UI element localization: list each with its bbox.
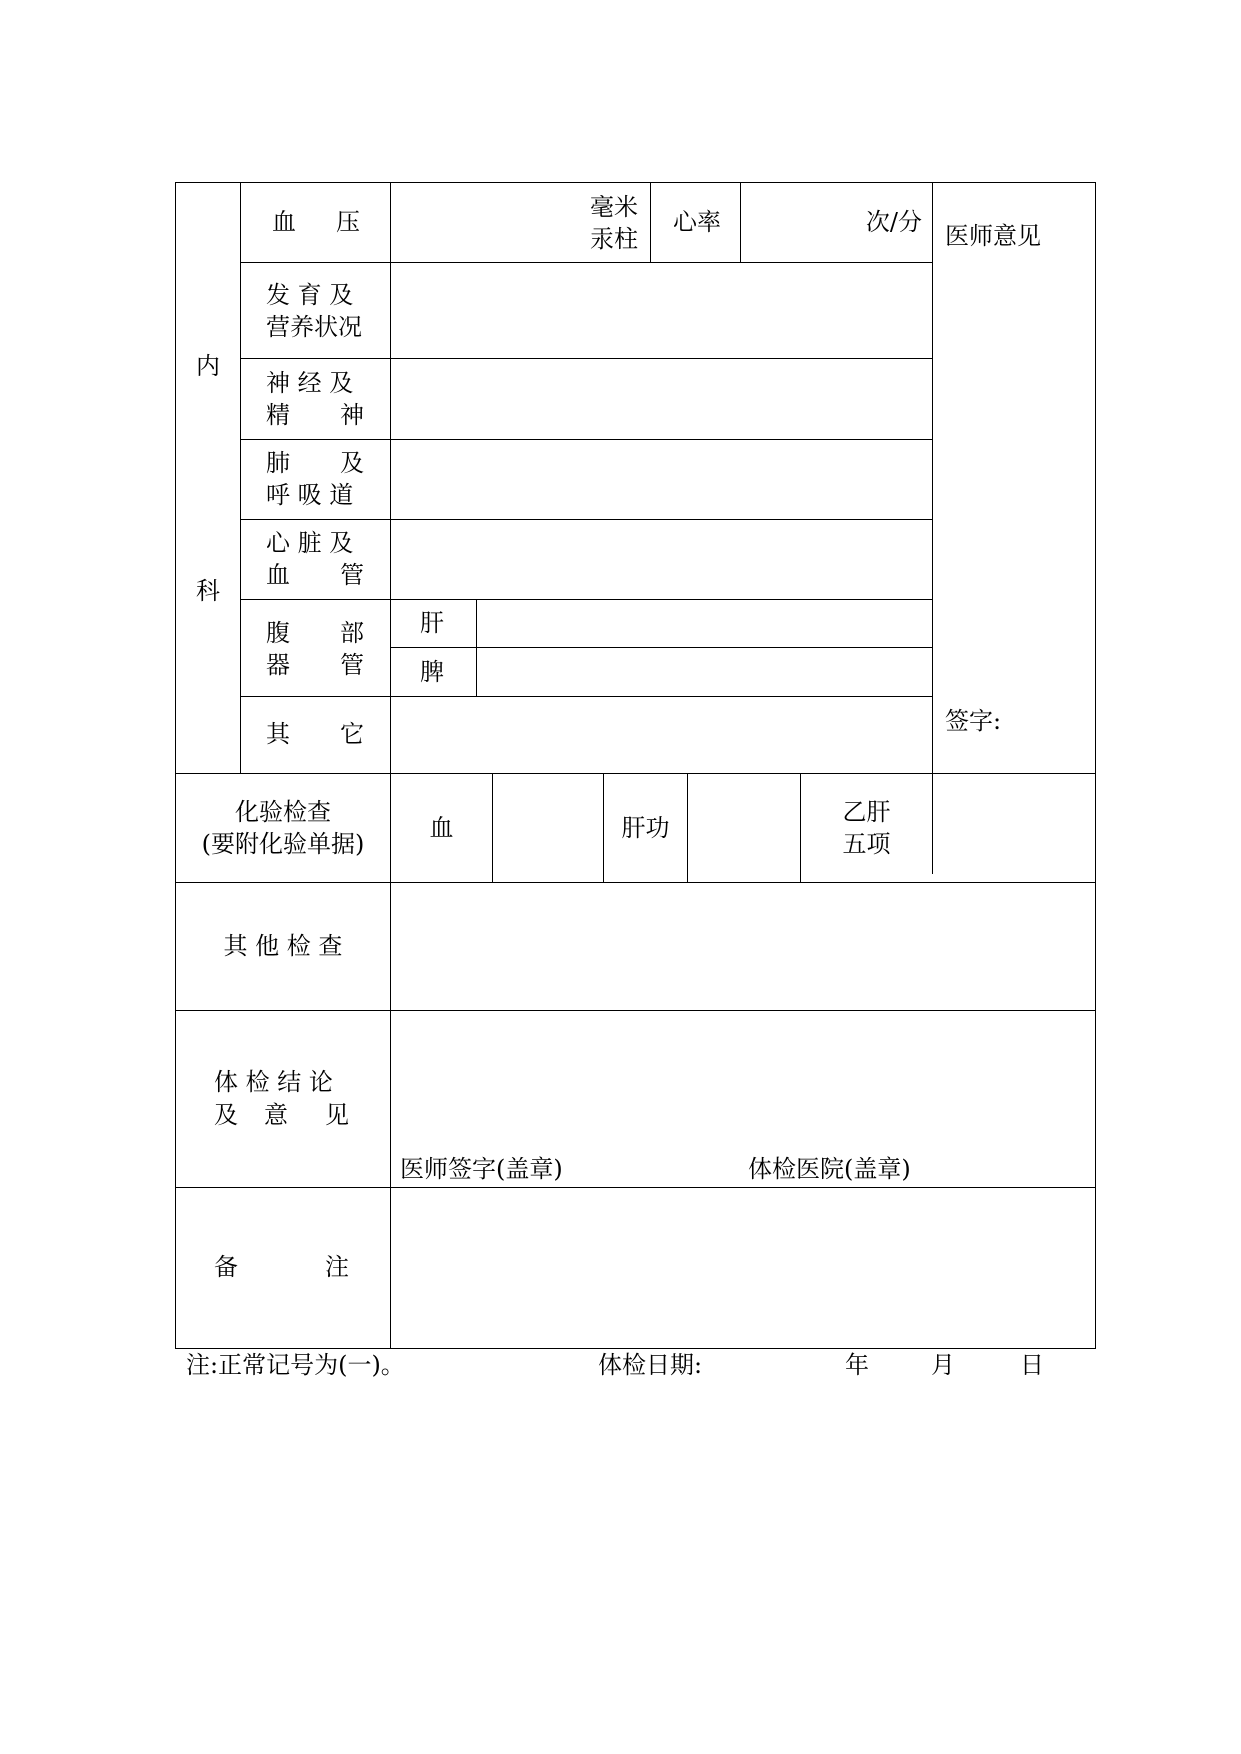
exam-date-label: 体检日期:	[598, 1351, 703, 1379]
heart-rate-label: 心率	[673, 208, 721, 236]
hospital-stamp-label: 体检医院(盖章)	[748, 1155, 911, 1183]
row-divider	[240, 262, 933, 263]
lab-tests-label-1: 化验检查	[235, 798, 331, 826]
liver-function-label: 肝功	[621, 814, 670, 842]
other-exams-label: 其 他 检 查	[223, 932, 343, 960]
nervous-label-2b: 神	[340, 401, 364, 429]
lungs-label-2: 呼 吸 道	[266, 481, 354, 509]
col-divider	[476, 599, 477, 697]
row-divider	[240, 358, 933, 359]
col-divider	[932, 182, 933, 874]
liver-field[interactable]	[478, 601, 930, 646]
abdomen-label-1b: 部	[340, 619, 364, 647]
conclusion-label-2a: 及	[214, 1101, 238, 1129]
conclusion-label-2c: 见	[325, 1101, 349, 1129]
development-field[interactable]	[392, 264, 930, 357]
liver-label: 肝	[420, 609, 444, 637]
nervous-label-1: 神 经 及	[266, 369, 354, 397]
conclusion-label-1: 体 检 结 论	[214, 1068, 333, 1096]
heart-label-2b: 管	[340, 561, 364, 589]
table-border-right	[1095, 182, 1096, 1349]
hepatitis-b-field[interactable]	[934, 775, 1094, 881]
table-border-top	[175, 182, 1096, 183]
col-divider	[390, 182, 391, 1349]
abdomen-label-2a: 器	[266, 651, 290, 679]
row-divider	[240, 696, 933, 697]
spleen-field[interactable]	[478, 649, 930, 695]
hepatitis-b-label-2: 五项	[842, 830, 891, 858]
col-divider	[687, 773, 688, 883]
remarks-label-a: 备	[214, 1253, 238, 1281]
conclusion-label-2b: 意	[264, 1101, 288, 1129]
doctor-signature-label: 医师签字(盖章)	[400, 1155, 563, 1183]
row-divider	[240, 599, 933, 600]
blood-test-label: 血	[429, 814, 454, 842]
other-label-a: 其	[266, 720, 290, 748]
development-label-2: 营养状况	[266, 313, 362, 341]
section-divider	[175, 1010, 1096, 1011]
lungs-label-1b: 及	[340, 449, 364, 477]
section-divider	[175, 882, 1096, 883]
exam-date-year: 年	[845, 1351, 869, 1379]
blood-pressure-label-2: 压	[336, 208, 360, 236]
blood-pressure-unit-1: 毫米	[590, 193, 638, 221]
section-divider	[175, 773, 1096, 774]
other-field[interactable]	[392, 698, 930, 772]
other-exams-field[interactable]	[392, 884, 1094, 1009]
hepatitis-b-label-1: 乙肝	[842, 798, 891, 826]
lungs-field[interactable]	[392, 441, 930, 518]
heart-field[interactable]	[392, 521, 930, 598]
abdomen-label-2b: 管	[340, 651, 364, 679]
conclusion-field[interactable]	[392, 1012, 1094, 1152]
footer-note: 注:正常记号为(一)。	[186, 1351, 405, 1379]
heart-rate-unit: 次/分	[865, 208, 922, 236]
exam-date-day: 日	[1020, 1351, 1044, 1379]
other-label-b: 它	[340, 720, 364, 748]
row-divider	[240, 519, 933, 520]
abdomen-label-1a: 腹	[266, 619, 290, 647]
nervous-label-2a: 精	[266, 401, 290, 429]
spleen-label: 脾	[420, 658, 444, 686]
doctor-opinion-field[interactable]	[934, 260, 1094, 700]
exam-date-month: 月	[931, 1351, 955, 1379]
col-divider	[650, 182, 651, 263]
row-divider	[240, 439, 933, 440]
lungs-label-1a: 肺	[266, 449, 290, 477]
remarks-label-b: 注	[325, 1253, 349, 1281]
section-divider	[175, 1187, 1096, 1188]
heart-label-2a: 血	[266, 561, 290, 589]
row-divider	[390, 647, 933, 648]
doctor-opinion-label: 医师意见	[945, 222, 1041, 250]
section-label-internal-1: 内	[196, 352, 220, 380]
col-divider	[492, 773, 493, 883]
blood-pressure-label-1: 血	[272, 208, 296, 236]
nervous-field[interactable]	[392, 360, 930, 438]
table-border-left	[175, 182, 176, 1349]
blood-test-field[interactable]	[494, 775, 602, 881]
heart-label-1: 心 脏 及	[266, 529, 354, 557]
section-label-internal-2: 科	[196, 577, 220, 605]
remarks-field[interactable]	[392, 1189, 1094, 1347]
lab-tests-label-2: (要附化验单据)	[201, 830, 365, 858]
development-label-1: 发 育 及	[266, 281, 354, 309]
signature-label: 签字:	[945, 707, 1002, 735]
liver-function-field[interactable]	[689, 775, 799, 881]
blood-pressure-unit-2: 汞柱	[590, 225, 638, 253]
col-divider	[740, 182, 741, 263]
col-divider	[240, 182, 241, 774]
